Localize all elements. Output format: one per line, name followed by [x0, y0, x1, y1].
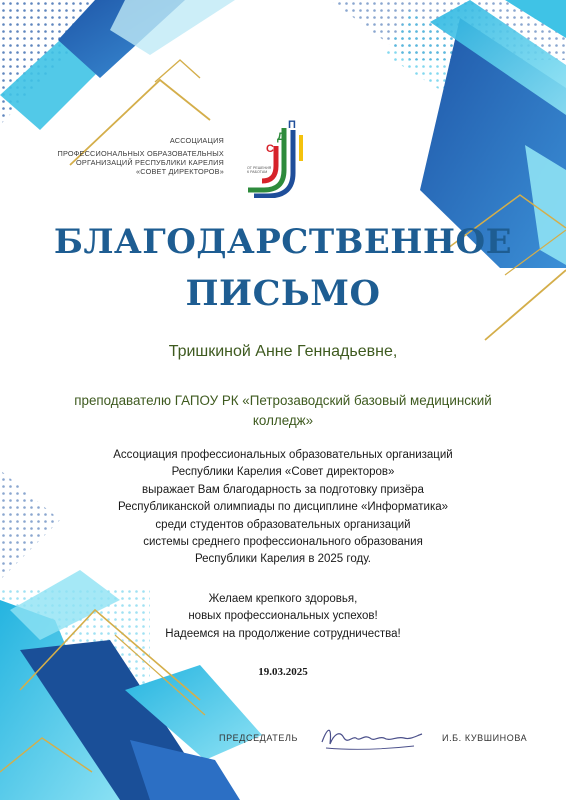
logo-letter-d: Д [277, 131, 285, 143]
wishes-line: Надеемся на продолжение сотрудничества! [165, 627, 401, 640]
position-line: колледж» [252, 413, 314, 428]
recipient-position [30, 391, 536, 431]
sdp-logo [244, 118, 314, 198]
logo-tagline-line: К РАБОТАМ [247, 170, 268, 175]
logo-tagline-line: ОТ РЕШЕНИЯ [247, 166, 272, 170]
handwritten-signature [318, 720, 424, 756]
association-label: АССОЦИАЦИЯ [169, 136, 224, 145]
body-line: Республики Карелия в 2025 году. [194, 553, 371, 566]
signatory-name: И.Б. КУВШИНОВА [442, 733, 528, 743]
letter-wishes [30, 591, 536, 643]
chairman-label: ПРЕДСЕДАТЕЛЬ [219, 733, 298, 743]
recipient-name: Тришкиной Анне Геннадьевне, [168, 343, 398, 360]
organization-name-line: ПРОФЕССИОНАЛЬНЫХ ОБРАЗОВАТЕЛЬНЫХ [57, 149, 224, 158]
organization-name-line: ОРГАНИЗАЦИЙ РЕСПУБЛИКИ КАРЕЛИЯ [76, 158, 224, 167]
letter-date: 19.03.2025 [258, 666, 308, 678]
letter-title-line1: БЛАГОДАРСТВЕННОЕ [53, 222, 513, 262]
body-line: Ассоциация профессиональных образовательных организаций [113, 449, 453, 461]
gold-line-top-left-2 [155, 60, 200, 82]
body-line: Республиканской олимпиады по дисциплине «Информатика» [117, 501, 449, 514]
signature-stroke [322, 730, 422, 744]
position-line: преподавателю ГАПОУ РК «Петрозаводский базовый медицинский [74, 393, 492, 408]
body-line: выражает Вам благодарность за подготовку призёра [142, 483, 424, 496]
body-line: Республики Карелия «Совет директоров» [171, 466, 395, 479]
organization-name-line: «СОВЕТ ДИРЕКТОРОВ» [136, 167, 224, 176]
body-line: системы среднего профессионального образования [143, 536, 423, 549]
logo-yellow-bar [299, 135, 303, 161]
logo-tagline [247, 166, 283, 175]
signature-underline [326, 746, 414, 749]
organization-header [4, 136, 224, 176]
wishes-line: Желаем крепкого здоровья, [208, 593, 358, 605]
letter-title-line2: ПИСЬМО [185, 273, 381, 314]
logo-letter-p: П [288, 119, 296, 131]
letter-body [30, 447, 536, 569]
body-line: среди студентов образовательных организаций [155, 518, 411, 531]
logo-letter-s: С [266, 143, 274, 155]
wishes-line: новых профессиональных успехов! [188, 610, 378, 623]
